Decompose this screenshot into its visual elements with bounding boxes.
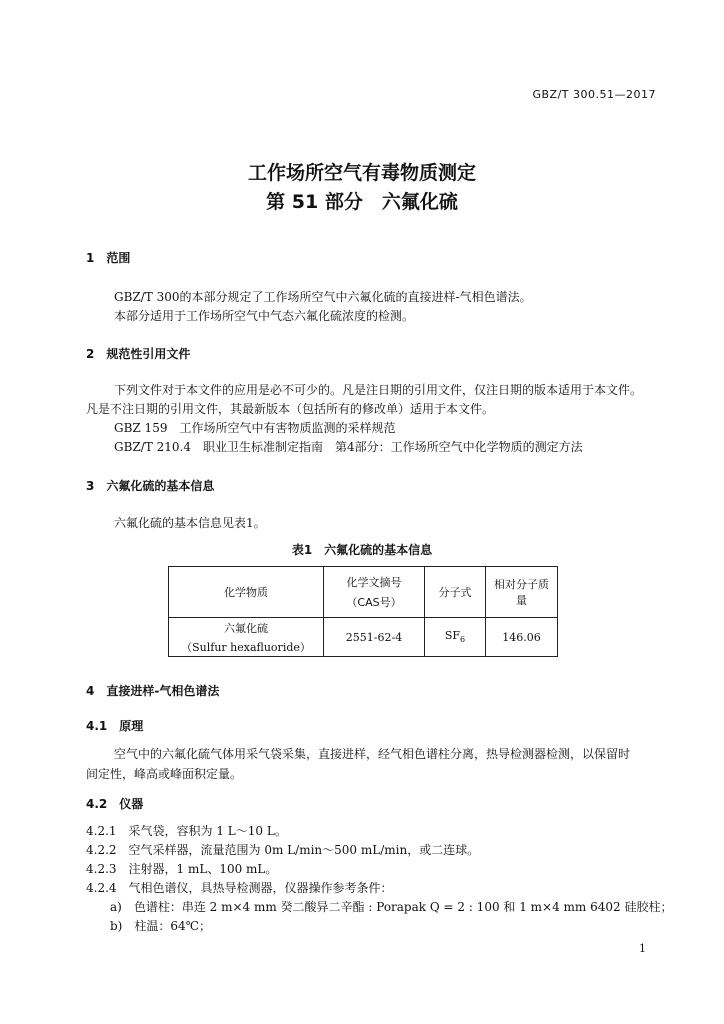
header-cas-line-2: （CAS号） (346, 596, 402, 609)
cell-substance (169, 618, 324, 657)
section-4-1-paragraph-continued: 间定性，峰高或峰面积定量。 (86, 767, 243, 781)
page-number: 1 (639, 942, 646, 955)
table-row (169, 618, 558, 657)
basic-info-table (168, 566, 558, 657)
reference-gbz-t-210-4: GBZ/T 210.4 职业卫生标准制定指南 第4部分：工作场所空气中化学物质的测定方法 (114, 440, 583, 454)
header-molecular-weight: 相对分子质量 (486, 567, 558, 618)
table-1-caption: 表1 六氟化硫的基本信息 (291, 543, 433, 557)
cell-molecular-weight: 146.06 (486, 618, 558, 657)
item-4-2-3: 4.2.3 注射器，1 mL、100 mL。 (86, 862, 278, 876)
section-2-heading: 2 规范性引用文件 (86, 347, 191, 361)
section-1-paragraph-1: GBZ/T 300的本部分规定了工作场所空气中六氟化硫的直接进样-气相色谱法。 (114, 290, 532, 304)
section-1-heading: 1 范围 (86, 251, 131, 265)
header-substance: 化学物质 (169, 567, 324, 618)
header-cas-line-1: 化学文摘号 (346, 576, 402, 589)
section-1-paragraph-2: 本部分适用于工作场所空气中气态六氟化硫浓度的检测。 (114, 309, 415, 323)
formula-main: SF (444, 629, 461, 643)
section-4-heading: 4 直接进样-气相色谱法 (86, 684, 220, 698)
header-formula: 分子式 (425, 567, 486, 618)
standard-number: GBZ/T 300.51—2017 (532, 88, 656, 101)
section-4-1-heading: 4.1 原理 (86, 719, 144, 733)
section-3-paragraph-1: 六氟化硫的基本信息见表1。 (114, 516, 266, 530)
cell-cas-number: 2551-62-4 (324, 618, 425, 657)
header-cas (324, 567, 425, 618)
section-4-1-paragraph: 空气中的六氟化硫气体用采气袋采集，直接进样，经气相色谱柱分离，热导检测器检测，以保留时 (114, 747, 631, 761)
document-title: 工作场所空气有毒物质测定 (247, 162, 476, 184)
table-header-row (169, 567, 558, 618)
substance-name-en: （Sulfur hexafluoride） (181, 640, 311, 654)
item-4-2-2: 4.2.2 空气采样器，流量范围为 0m L/min～500 mL/min，或二连球。 (86, 843, 480, 857)
section-4-2-heading: 4.2 仪器 (86, 797, 144, 811)
section-2-paragraph-1: 下列文件对于本文件的应用是必不可少的。凡是注日期的引用文件，仅注日期的版本适用于本文件。 (114, 383, 643, 397)
section-2-paragraph-1-continued: 凡是不注日期的引用文件，其最新版本（包括所有的修改单）适用于本文件。 (86, 402, 495, 416)
cell-formula (425, 618, 486, 657)
item-4-2-1: 4.2.1 采气袋，容积为 1 L～10 L。 (86, 824, 287, 838)
substance-name-cn: 六氟化硫 (224, 621, 268, 635)
item-4-2-4: 4.2.4 气相色谱仪，具热导检测器，仪器操作参考条件： (86, 881, 393, 895)
item-b-column-temperature: b) 柱温：64℃； (110, 919, 212, 933)
item-a-chromatographic-column: a) 色谱柱：串连 2 m×4 mm 癸二酸异二辛酯 : Porapak Q = 2 : 100 和 1 m×4 mm 6402 硅胶柱； (110, 900, 673, 914)
section-3-heading: 3 六氟化硫的基本信息 (86, 479, 215, 493)
reference-gbz-159: GBZ 159 工作场所空气中有害物质监测的采样规范 (114, 421, 396, 435)
document-subtitle: 第 51 部分 六氟化硫 (266, 191, 458, 213)
formula-subscript: 6 (460, 635, 466, 645)
